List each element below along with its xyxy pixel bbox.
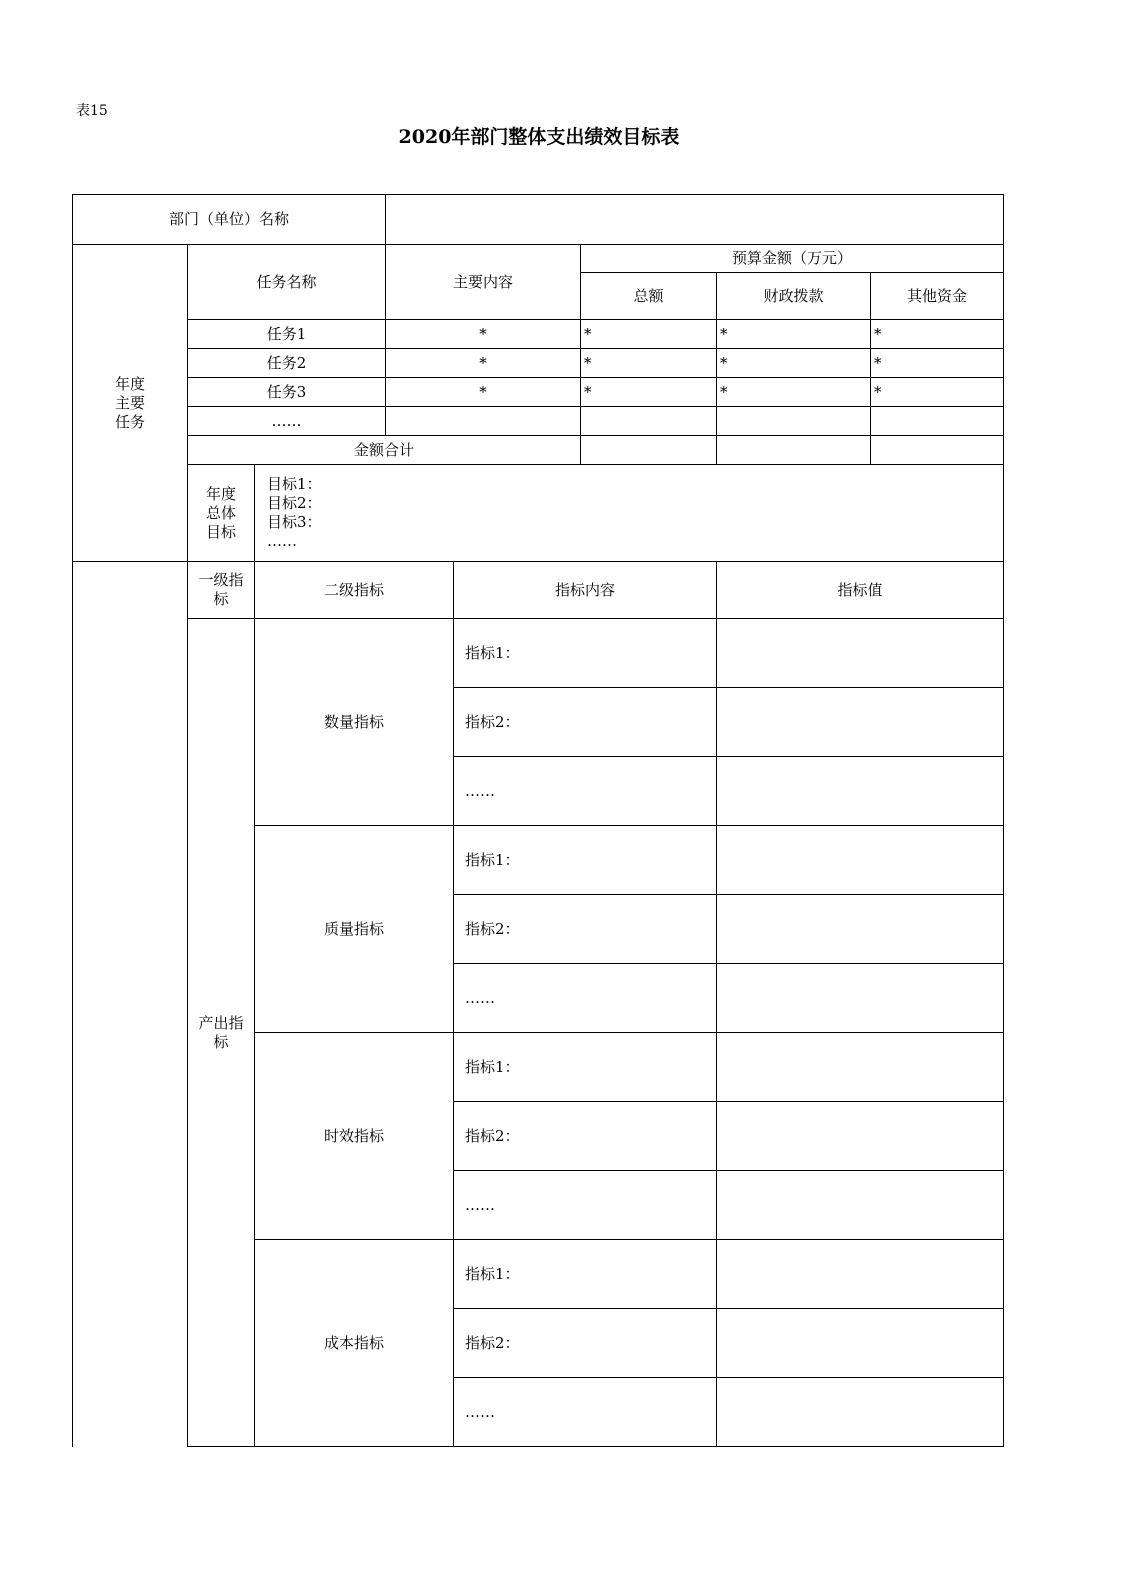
- indicator-content-cell[interactable]: ……: [454, 964, 717, 1033]
- indicator-value-cell[interactable]: [717, 619, 1004, 688]
- sum-fiscal-cell[interactable]: [717, 436, 871, 465]
- task-fiscal-cell[interactable]: *: [717, 378, 871, 407]
- task-total-cell[interactable]: *: [581, 349, 717, 378]
- indicator-value-cell[interactable]: [717, 1309, 1004, 1378]
- task-name-header: 任务名称: [188, 245, 386, 320]
- task-fiscal-cell[interactable]: *: [717, 320, 871, 349]
- task-other-cell[interactable]: [871, 407, 1004, 436]
- indicator-content-cell[interactable]: 指标2：: [454, 1102, 717, 1171]
- indicator-value-cell[interactable]: [717, 1378, 1004, 1447]
- indicator-content-cell[interactable]: 指标2：: [454, 1309, 717, 1378]
- task-total-cell[interactable]: *: [581, 320, 717, 349]
- indicator-value-header: 指标值: [717, 562, 1004, 619]
- annual-tasks-label: 年度 主要 任务: [73, 245, 188, 562]
- sum-total-cell[interactable]: [581, 436, 717, 465]
- task-fiscal-cell[interactable]: [717, 407, 871, 436]
- indicator-content-cell[interactable]: ……: [454, 757, 717, 826]
- task-row: [73, 378, 1004, 407]
- level1-indicator-header: 一级指 标: [188, 562, 255, 619]
- indicator-group-name: 时效指标: [255, 1033, 454, 1240]
- task-total-cell[interactable]: [581, 407, 717, 436]
- indicator-content-cell[interactable]: 指标1：: [454, 1240, 717, 1309]
- indicator-content-cell[interactable]: ……: [454, 1378, 717, 1447]
- budget-amount-header: 预算金额（万元）: [581, 245, 1004, 273]
- indicator-value-cell[interactable]: [717, 1240, 1004, 1309]
- indicator-row: [73, 619, 1004, 688]
- dept-name-label: 部门（单位）名称: [73, 195, 386, 245]
- indicator-value-cell[interactable]: [717, 688, 1004, 757]
- dept-name-value[interactable]: [386, 195, 1004, 245]
- task-total-cell[interactable]: *: [581, 378, 717, 407]
- indicator-value-cell[interactable]: [717, 1171, 1004, 1240]
- amount-sum-label: 金额合计: [188, 436, 581, 465]
- annual-goals-label: 年度 总体 目标: [188, 465, 255, 562]
- task-row: [73, 320, 1004, 349]
- indicator-value-cell[interactable]: [717, 1102, 1004, 1171]
- indicator-content-cell[interactable]: 指标2：: [454, 895, 717, 964]
- task-row: [73, 407, 1004, 436]
- task-name-cell[interactable]: 任务1: [188, 320, 386, 349]
- task-fiscal-cell[interactable]: *: [717, 349, 871, 378]
- indicator-section-label: [73, 562, 188, 1447]
- main-content-header: 主要内容: [386, 245, 581, 320]
- task-name-cell[interactable]: 任务2: [188, 349, 386, 378]
- task-name-cell[interactable]: 任务3: [188, 378, 386, 407]
- indicator-content-cell[interactable]: 指标1：: [454, 1033, 717, 1102]
- indicator-value-cell[interactable]: [717, 757, 1004, 826]
- performance-goal-table: [72, 194, 1004, 1447]
- indicator-value-cell[interactable]: [717, 826, 1004, 895]
- indicator-group-name: 成本指标: [255, 1240, 454, 1447]
- indicator-group-name: 数量指标: [255, 619, 454, 826]
- task-other-cell[interactable]: *: [871, 378, 1004, 407]
- task-content-cell[interactable]: *: [386, 378, 581, 407]
- indicator-content-cell[interactable]: 指标2：: [454, 688, 717, 757]
- table-number: 表15: [76, 103, 108, 119]
- task-row: [73, 349, 1004, 378]
- total-header: 总额: [581, 273, 717, 320]
- level2-indicator-header: 二级指标: [255, 562, 454, 619]
- indicator-content-cell[interactable]: ……: [454, 1171, 717, 1240]
- indicator-group-name: 质量指标: [255, 826, 454, 1033]
- task-content-cell[interactable]: *: [386, 349, 581, 378]
- indicator-value-cell[interactable]: [717, 895, 1004, 964]
- indicator-value-cell[interactable]: [717, 964, 1004, 1033]
- output-indicator-label: 产出指 标: [188, 619, 255, 1447]
- sum-other-cell[interactable]: [871, 436, 1004, 465]
- task-other-cell[interactable]: *: [871, 320, 1004, 349]
- annual-goals-text[interactable]: 目标1： 目标2： 目标3： ……: [255, 465, 1004, 562]
- other-funds-header: 其他资金: [871, 273, 1004, 320]
- indicator-content-header: 指标内容: [454, 562, 717, 619]
- indicator-content-cell[interactable]: 指标1：: [454, 619, 717, 688]
- fiscal-header: 财政拨款: [717, 273, 871, 320]
- task-other-cell[interactable]: *: [871, 349, 1004, 378]
- task-name-cell[interactable]: ……: [188, 407, 386, 436]
- indicator-value-cell[interactable]: [717, 1033, 1004, 1102]
- task-content-cell[interactable]: [386, 407, 581, 436]
- document-title: 2020年部门整体支出绩效目标表: [398, 126, 680, 148]
- task-content-cell[interactable]: *: [386, 320, 581, 349]
- indicator-content-cell[interactable]: 指标1：: [454, 826, 717, 895]
